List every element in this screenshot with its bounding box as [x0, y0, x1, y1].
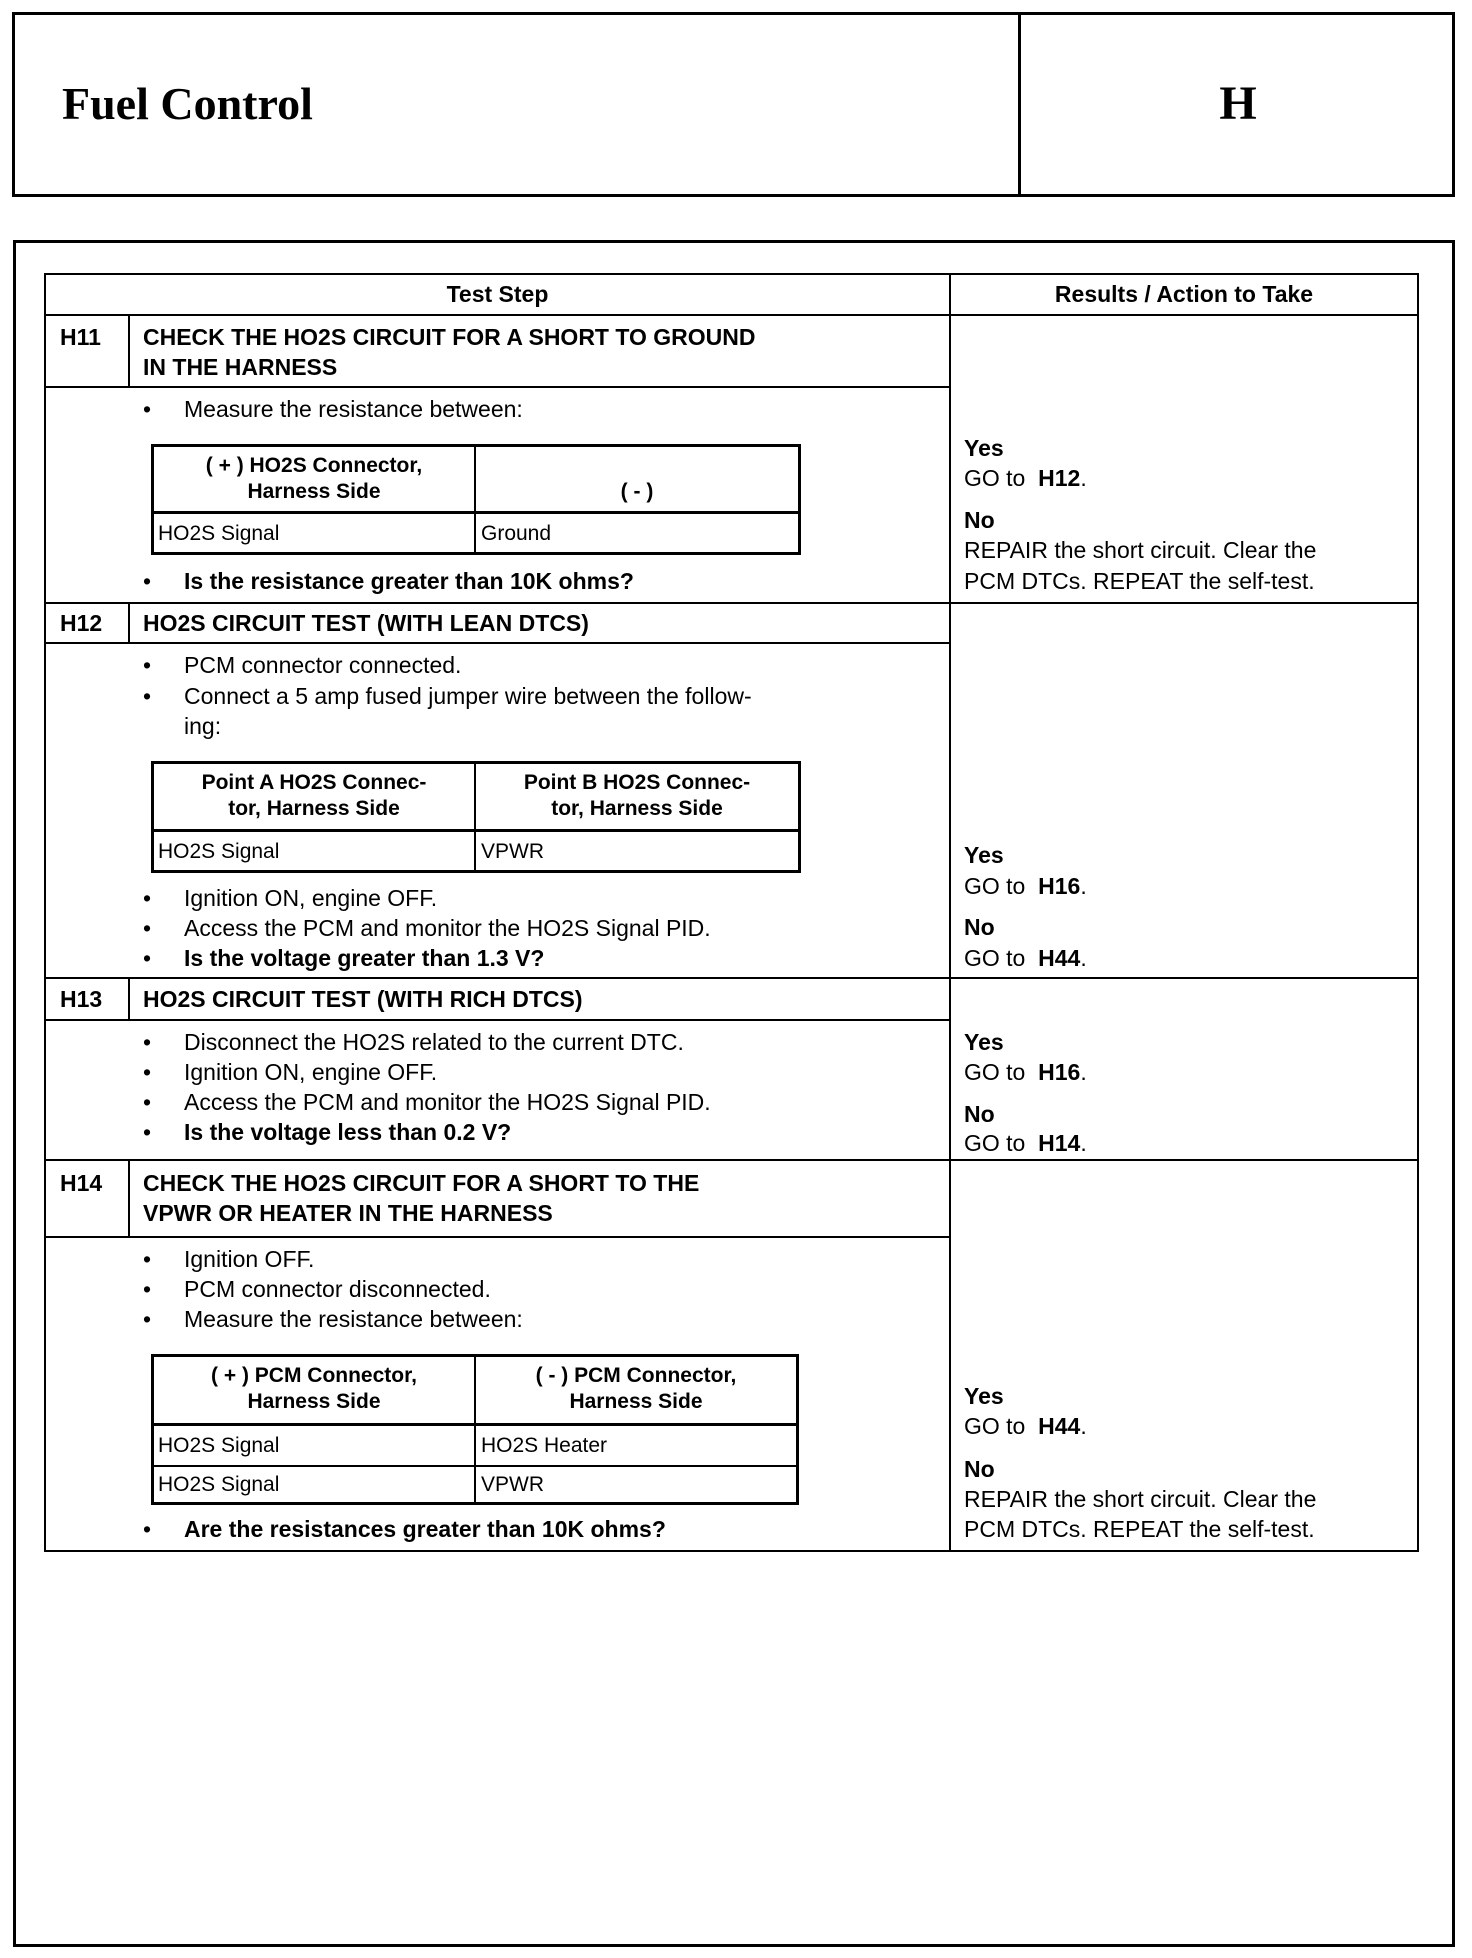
yes-label: Yes: [964, 435, 1004, 461]
bullet-icon: •: [143, 1246, 152, 1272]
subtable-header-line: ( + ) HO2S Connector,: [205, 454, 423, 477]
table-border-top: [44, 273, 1419, 275]
table-border-left: [44, 273, 46, 1552]
column-header-results: Results / Action to Take: [1054, 281, 1314, 307]
step-title-line: IN THE HARNESS: [143, 354, 338, 380]
subtable-cell: VPWR: [481, 840, 544, 863]
page-title: Fuel Control: [62, 78, 313, 129]
subtable-header-line: ( - ) PCM Connector,: [535, 1364, 737, 1387]
goto-text: GO to: [964, 1059, 1026, 1085]
table-border-bottom: [44, 1550, 1419, 1552]
id-divider: [128, 978, 130, 1020]
subtable-header: [154, 770, 474, 822]
no-action-line: REPAIR the short circuit. Clear the: [964, 1486, 1317, 1512]
goto-step-link[interactable]: H14: [1038, 1130, 1081, 1156]
subtable-header-border: [154, 511, 798, 514]
subtable-row-border: [154, 1465, 796, 1467]
step-separator: [44, 977, 1419, 979]
yes-action[interactable]: GO to H12.: [964, 465, 1087, 491]
goto-step-link[interactable]: H16: [1038, 1059, 1081, 1085]
no-label: No: [964, 507, 995, 533]
instruction: Measure the resistance between:: [184, 396, 523, 422]
step-id: H13: [60, 986, 103, 1012]
subtable-header-line: Harness Side: [247, 480, 381, 503]
id-divider: [128, 315, 130, 387]
column-header-test-step: Test Step: [446, 281, 549, 307]
goto-step-link[interactable]: H16: [1038, 873, 1081, 899]
no-action-line: PCM DTCs. REPEAT the self-test.: [964, 568, 1315, 594]
section-letter: H: [1219, 77, 1257, 130]
yes-label: Yes: [964, 842, 1004, 868]
no-label: No: [964, 1101, 995, 1127]
step-title-border: [44, 1019, 950, 1021]
bullet-icon: •: [143, 885, 152, 911]
subtable-cell: HO2S Signal: [158, 522, 280, 545]
subtable-cell: HO2S Signal: [158, 840, 280, 863]
instruction: Ignition OFF.: [184, 1246, 315, 1272]
instruction: Ignition ON, engine OFF.: [184, 1059, 438, 1085]
table-border-right: [1417, 273, 1419, 1552]
bullet-icon: •: [143, 1059, 152, 1085]
bullet-icon: •: [143, 1516, 152, 1542]
instruction: PCM connector disconnected.: [184, 1276, 491, 1302]
step-title-border: [44, 642, 950, 644]
bullet-icon: •: [143, 396, 152, 422]
instruction: Access the PCM and monitor the HO2S Signal PID.: [184, 915, 711, 941]
bullet-icon: •: [143, 1119, 152, 1145]
connector-table: [151, 444, 801, 555]
instruction: Disconnect the HO2S related to the current DTC.: [184, 1029, 684, 1055]
subtable-header-line: tor, Harness Side: [551, 797, 723, 820]
goto-step-link[interactable]: H44: [1038, 945, 1081, 971]
id-divider: [128, 1160, 130, 1237]
step-title-border: [44, 1236, 950, 1238]
jumper-table: [151, 761, 801, 873]
instruction: ing:: [184, 713, 222, 739]
no-action-line: REPAIR the short circuit. Clear the: [964, 537, 1317, 563]
subtable-header-line: Harness Side: [247, 1390, 381, 1413]
no-action[interactable]: GO to H44.: [964, 945, 1087, 971]
test-question: Is the resistance greater than 10K ohms?: [184, 568, 634, 594]
step-separator: [44, 1159, 1419, 1161]
subtable-header-line: tor, Harness Side: [228, 797, 400, 820]
subtable-header-line: Harness Side: [569, 1390, 703, 1413]
subtable-header: ( - ): [620, 480, 654, 503]
step-id: H14: [60, 1170, 103, 1196]
step-separator: [44, 602, 1419, 604]
no-label: No: [964, 914, 995, 940]
bullet-icon: •: [143, 1276, 152, 1302]
instruction: Measure the resistance between:: [184, 1306, 523, 1332]
goto-step-link[interactable]: H12: [1038, 465, 1081, 491]
bullet-icon: •: [143, 1306, 152, 1332]
goto-text: GO to: [964, 1130, 1026, 1156]
step-title-border: [44, 386, 950, 388]
subtable-cell: VPWR: [481, 1473, 544, 1496]
connector-table: [151, 1354, 799, 1505]
yes-action[interactable]: GO to H44.: [964, 1413, 1087, 1439]
subtable-header: [154, 1363, 474, 1415]
goto-text: GO to: [964, 873, 1026, 899]
subtable-header-line: ( + ) PCM Connector,: [211, 1364, 417, 1387]
yes-action[interactable]: GO to H16.: [964, 873, 1087, 899]
step-title-line: VPWR OR HEATER IN THE HARNESS: [143, 1200, 553, 1226]
header-row-border: [44, 314, 1419, 316]
bullet-icon: •: [143, 683, 152, 709]
goto-text: GO to: [964, 945, 1026, 971]
subtable-header: [476, 1363, 796, 1415]
no-label: No: [964, 1456, 995, 1482]
goto-text: GO to: [964, 465, 1026, 491]
bullet-icon: •: [143, 945, 152, 971]
no-action[interactable]: GO to H14.: [964, 1130, 1087, 1156]
instruction: PCM connector connected.: [184, 652, 462, 678]
goto-text: GO to: [964, 1413, 1026, 1439]
subtable-header-line: Point B HO2S Connec-: [523, 771, 751, 794]
bullet-icon: •: [143, 1089, 152, 1115]
column-divider: [949, 273, 951, 1552]
bullet-icon: •: [143, 652, 152, 678]
no-action-line: PCM DTCs. REPEAT the self-test.: [964, 1516, 1315, 1542]
yes-label: Yes: [964, 1029, 1004, 1055]
subtable-header: [476, 770, 798, 822]
yes-action[interactable]: GO to H16.: [964, 1059, 1087, 1085]
step-id: H12: [60, 610, 103, 636]
subtable-cell: HO2S Heater: [481, 1434, 608, 1457]
step-title-line: HO2S CIRCUIT TEST (WITH RICH DTCS): [143, 986, 583, 1012]
step-title-line: CHECK THE HO2S CIRCUIT FOR A SHORT TO THE: [143, 1170, 700, 1196]
goto-step-link[interactable]: H44: [1038, 1413, 1081, 1439]
subtable-header-border: [154, 1423, 796, 1426]
subtable-header: [154, 453, 474, 505]
step-title-line: HO2S CIRCUIT TEST (WITH LEAN DTCS): [143, 610, 589, 636]
subtable-cell: HO2S Signal: [158, 1434, 280, 1457]
subtable-cell: Ground: [481, 522, 552, 545]
step-title-line: CHECK THE HO2S CIRCUIT FOR A SHORT TO GROUND: [143, 324, 756, 350]
subtable-header-border: [154, 829, 798, 832]
bullet-icon: •: [143, 915, 152, 941]
test-question: Is the voltage less than 0.2 V?: [184, 1119, 512, 1145]
instruction: Access the PCM and monitor the HO2S Signal PID.: [184, 1089, 711, 1115]
yes-label: Yes: [964, 1383, 1004, 1409]
instruction: Connect a 5 amp fused jumper wire between the follow-: [184, 683, 752, 709]
subtable-header-line: Point A HO2S Connec-: [201, 771, 427, 794]
step-id: H11: [60, 324, 101, 350]
test-question: Are the resistances greater than 10K ohms?: [184, 1516, 666, 1542]
bullet-icon: •: [143, 1029, 152, 1055]
bullet-icon: •: [143, 568, 152, 594]
subtable-cell: HO2S Signal: [158, 1473, 280, 1496]
instruction: Ignition ON, engine OFF.: [184, 885, 438, 911]
id-divider: [128, 603, 130, 643]
test-question: Is the voltage greater than 1.3 V?: [184, 945, 545, 971]
